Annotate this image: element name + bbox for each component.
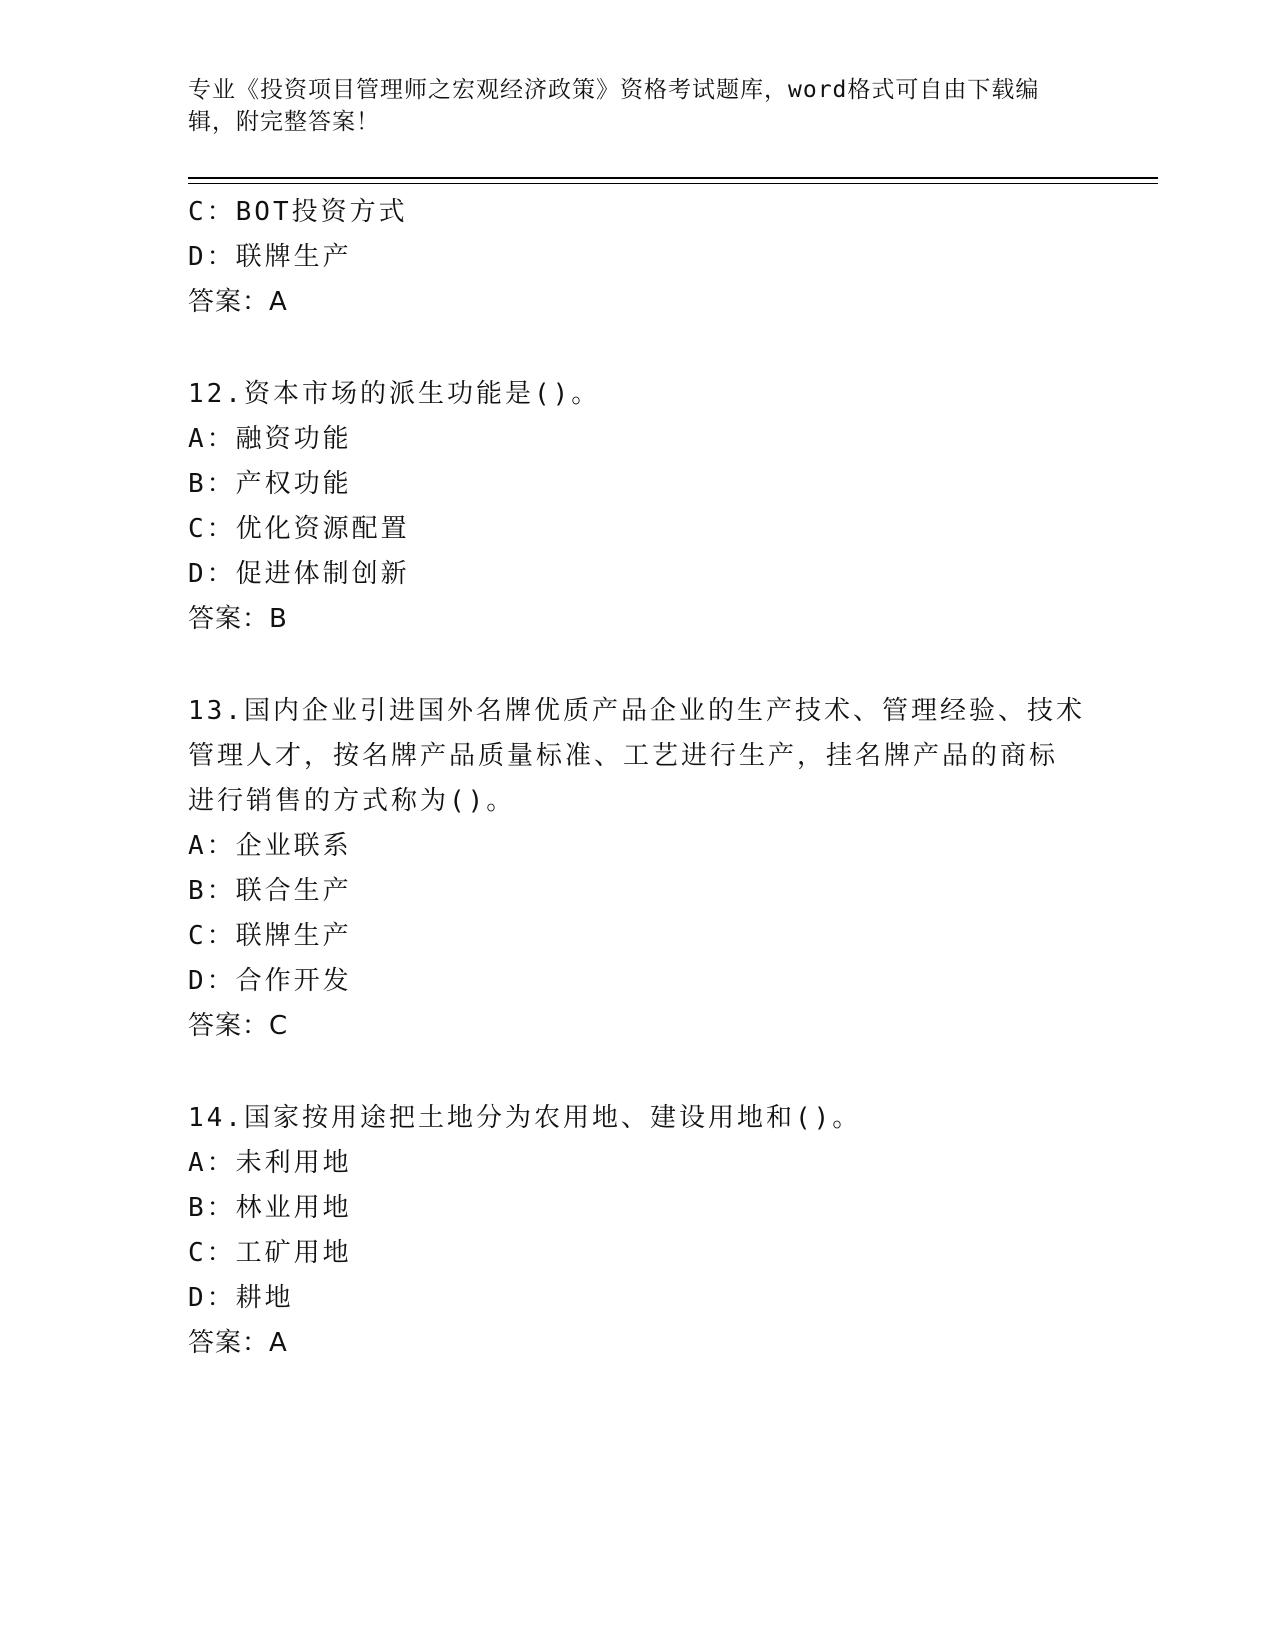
option-d: D：促进体制创新	[188, 559, 410, 589]
answer: 答案：B	[188, 604, 288, 634]
answer: 答案：A	[188, 287, 288, 317]
header-rule-thick	[188, 177, 1158, 179]
question-stem: 14.国家按用途把土地分为农用地、建设用地和()。	[188, 1103, 862, 1133]
question-11-continued	[188, 190, 1088, 325]
header-line-1: 专业《投资项目管理师之宏观经济政策》资格考试题库，word格式可自由下载编	[188, 77, 1040, 103]
question-14	[188, 1096, 1088, 1366]
option-a: A：融资功能	[188, 424, 352, 454]
question-stem: 12.资本市场的派生功能是()。	[188, 379, 601, 409]
option-b: B：联合生产	[188, 876, 352, 906]
document-header	[188, 74, 1068, 138]
question-stem-line-2: 管理人才，按名牌产品质量标准、工艺进行生产，挂名牌产品的商标	[188, 741, 1059, 771]
header-line-2: 辑，附完整答案！	[188, 109, 380, 135]
question-list	[188, 190, 1088, 1366]
option-b: B：产权功能	[188, 469, 352, 499]
option-d: D：耕地	[188, 1283, 294, 1313]
option-d: D：联牌生产	[188, 242, 352, 272]
option-c: C：工矿用地	[188, 1238, 352, 1268]
question-stem-line-1: 13.国内企业引进国外名牌优质产品企业的生产技术、管理经验、技术	[188, 696, 1085, 726]
option-c: C：BOT投资方式	[188, 197, 408, 227]
option-d: D：合作开发	[188, 966, 352, 996]
option-c: C：联牌生产	[188, 921, 352, 951]
answer: 答案：C	[188, 1011, 289, 1041]
option-a: A：未利用地	[188, 1148, 352, 1178]
question-stem-line-3: 进行销售的方式称为()。	[188, 786, 516, 816]
answer: 答案：A	[188, 1328, 288, 1358]
question-12	[188, 372, 1088, 642]
option-c: C：优化资源配置	[188, 514, 410, 544]
option-a: A：企业联系	[188, 831, 352, 861]
option-b: B：林业用地	[188, 1193, 352, 1223]
question-13	[188, 689, 1088, 1049]
header-rule-thin	[188, 183, 1158, 184]
